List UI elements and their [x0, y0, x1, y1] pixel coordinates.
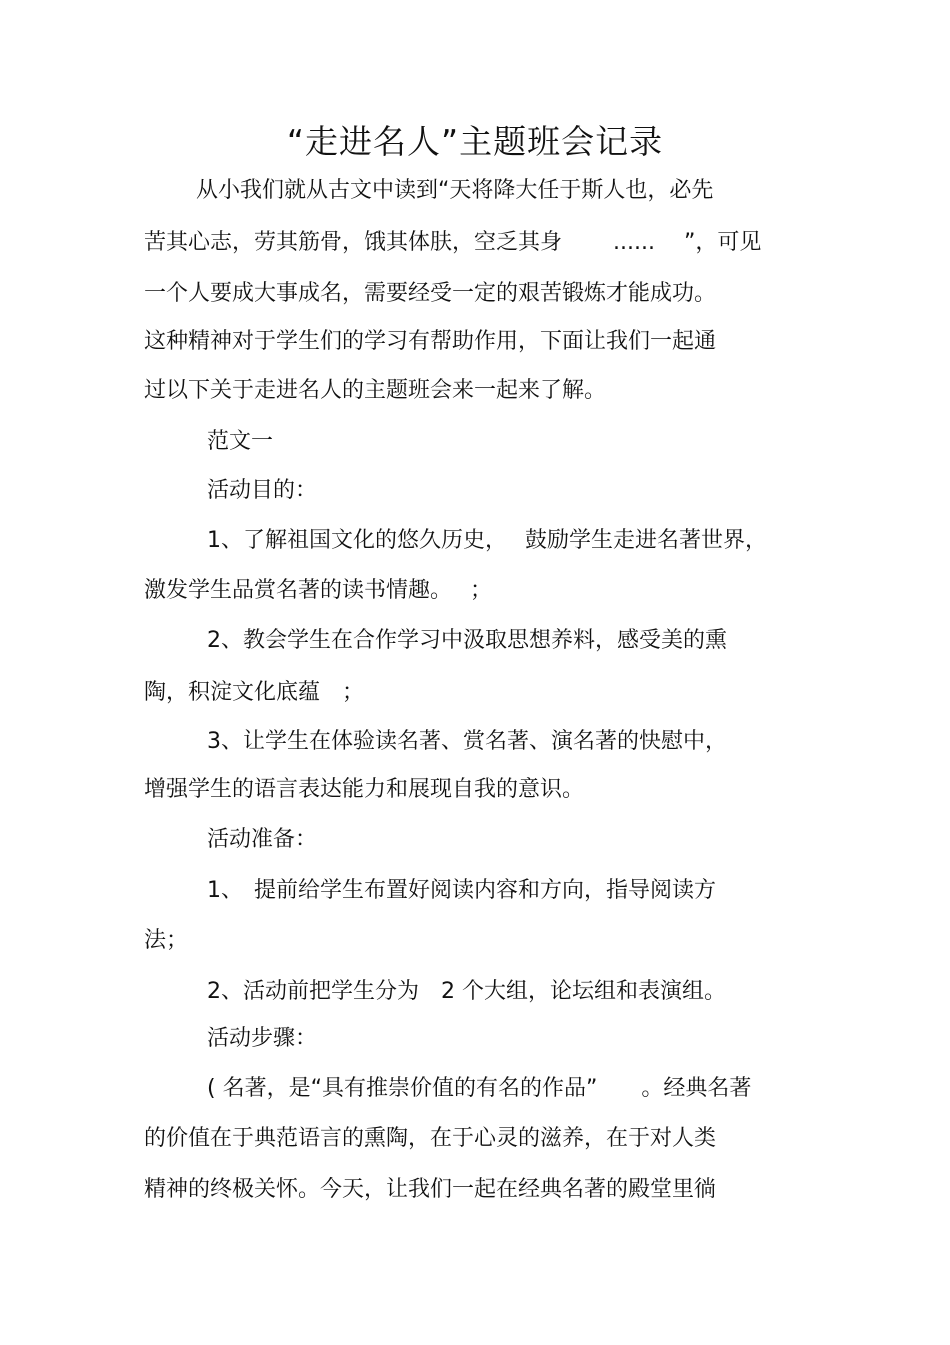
intro-line-1: 从小我们就从古文中读到“天将降大任于斯人也，必先	[196, 178, 714, 203]
steps-paragraph-line-1: ( 名著，是“具有推崇价值的有名的作品” 。经典名著	[207, 1076, 752, 1101]
steps-paragraph-line-3: 精神的终极关怀。今天，让我们一起在经典名著的殿堂里徜	[144, 1177, 717, 1202]
document-title: “走进名人”主题班会记录	[286, 122, 664, 161]
intro-line-2: 苦其心志，劳其筋骨，饿其体肤，空乏其身 ...... ”，可见	[144, 230, 762, 255]
goal-3-line-1: 3、让学生在体验读名著、赏名著、演名著的快慰中，	[207, 729, 727, 754]
section-heading-activity-preparation: 活动准备：	[207, 827, 318, 852]
goal-2-line-2: 陶，积淀文化底蕴 ；	[144, 680, 365, 705]
intro-line-5: 过以下关于走进名人的主题班会来一起来了解。	[144, 378, 607, 403]
preparation-1-line-1: 1、 提前给学生布置好阅读内容和方向，指导阅读方	[207, 878, 716, 903]
preparation-1-line-2: 法；	[144, 928, 189, 953]
section-heading-sample-one: 范文一	[207, 429, 274, 454]
goal-1-line-1: 1、了解祖国文化的悠久历史， 鼓励学生走进名著世界，	[207, 528, 767, 553]
goal-3-line-2: 增强学生的语言表达能力和展现自我的意识。	[144, 777, 585, 802]
goal-1-line-2: 激发学生品赏名著的读书情趣。 ；	[144, 578, 492, 603]
section-heading-activity-goals: 活动目的：	[207, 478, 318, 503]
intro-line-4: 这种精神对于学生们的学习有帮助作用，下面让我们一起通	[144, 329, 717, 354]
goal-2-line-1: 2、教会学生在合作学习中汲取思想养料，感受美的熏	[207, 628, 727, 653]
steps-paragraph-line-2: 的价值在于典范语言的熏陶，在于心灵的滋养，在于对人类	[144, 1126, 717, 1151]
section-heading-activity-steps: 活动步骤：	[207, 1026, 318, 1051]
intro-line-3: 一个人要成大事成名，需要经受一定的艰苦锻炼才能成功。	[144, 281, 717, 306]
preparation-2-line-1: 2、活动前把学生分为 2 个大组，论坛组和表演组。	[207, 979, 726, 1004]
